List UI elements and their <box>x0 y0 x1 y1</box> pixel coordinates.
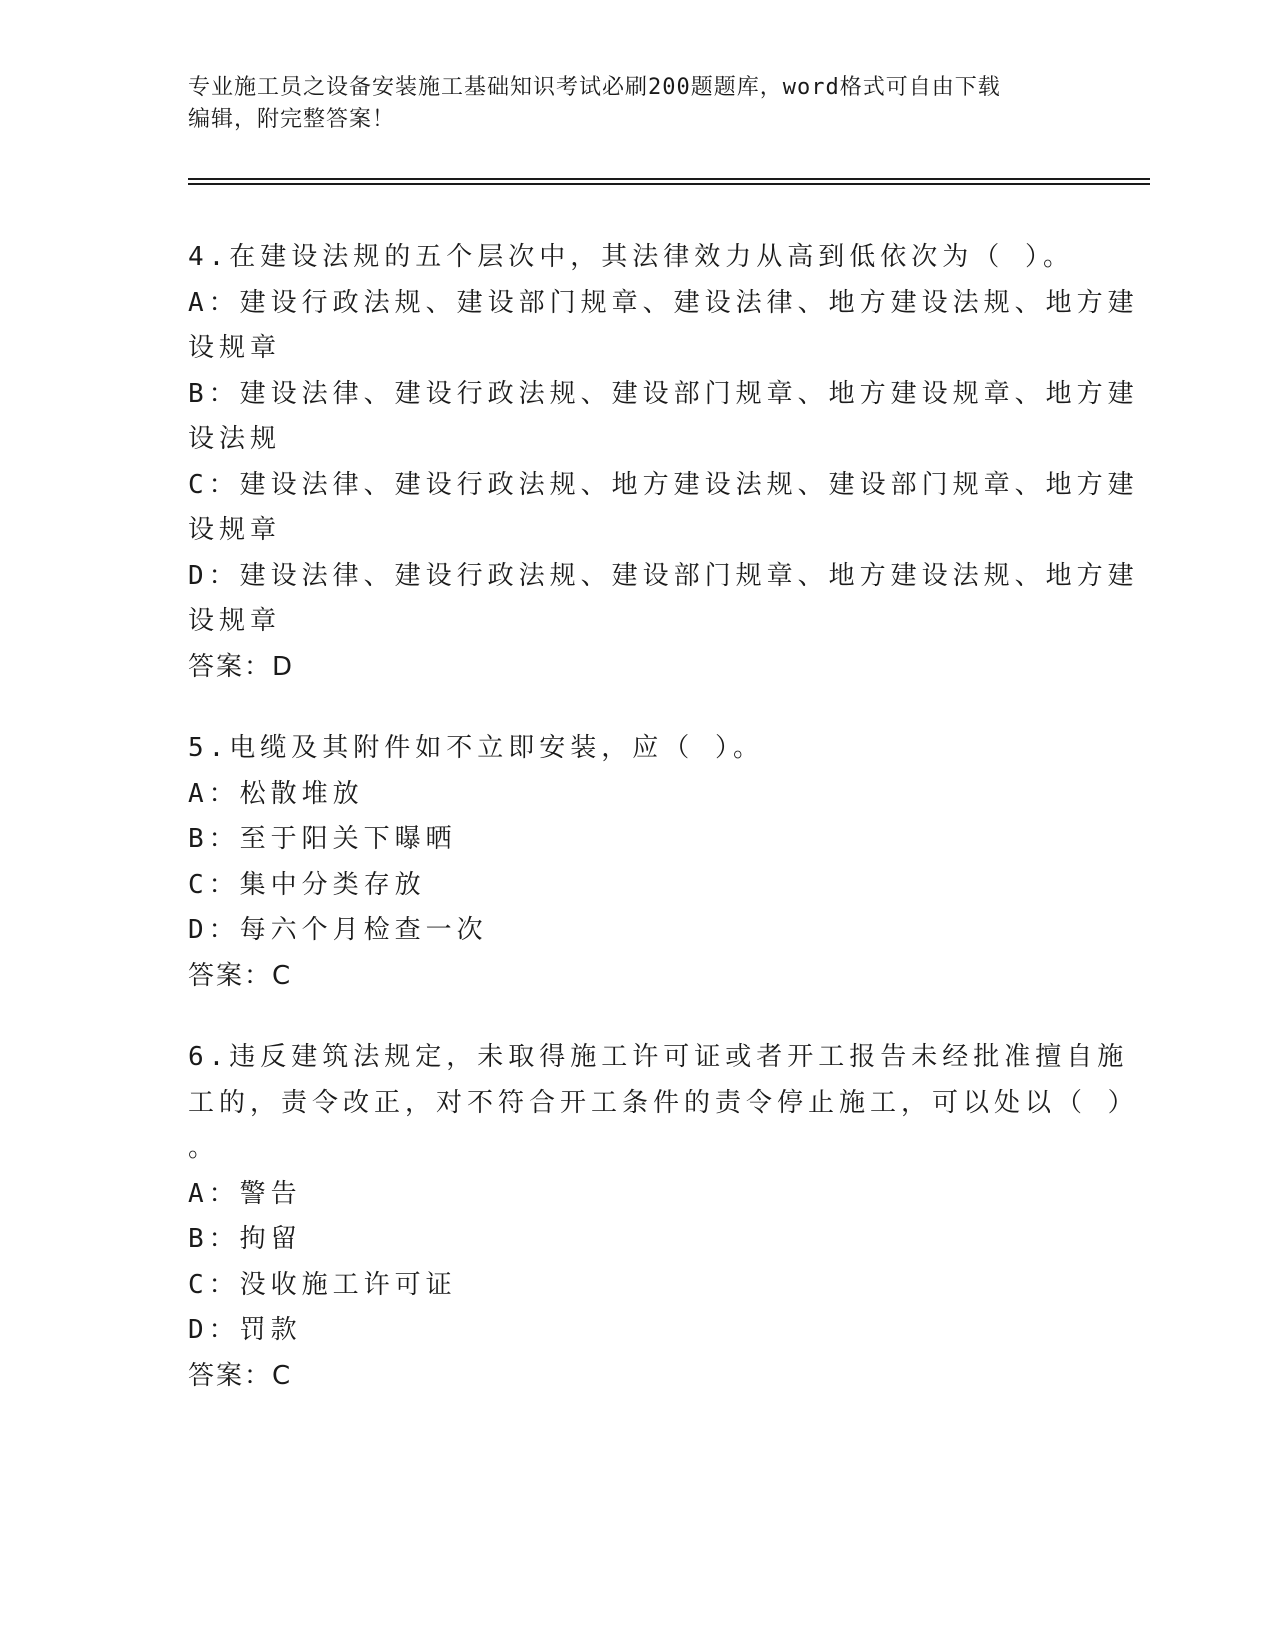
question-spacer <box>188 999 1068 1035</box>
option-c-cont: 设规章 <box>188 515 282 545</box>
header-title-line-2: 编辑，附完整答案！ <box>188 107 396 132</box>
question-stem: 6.违反建筑法规定，未取得施工许可证或者开工报告未经批准擅自施 <box>188 1042 1129 1072</box>
question-5 <box>188 726 1068 999</box>
question-stem-cont: 。 <box>188 1133 220 1163</box>
option-c: C：没收施工许可证 <box>188 1269 457 1300</box>
question-6 <box>188 1035 1139 1399</box>
question-list <box>188 235 1139 1399</box>
option-a-cont: 设规章 <box>188 333 282 363</box>
option-d-cont: 设规章 <box>188 606 282 636</box>
question-4 <box>188 235 1139 690</box>
option-d: D：建设法律、建设行政法规、建设部门规章、地方建设法规、地方建 <box>188 560 1139 591</box>
header-divider-bottom <box>188 183 1150 185</box>
option-c: C：集中分类存放 <box>188 869 426 900</box>
header-title-line-1: 专业施工员之设备安装施工基础知识考试必刷200题题库，word格式可自由下载 <box>188 75 1001 100</box>
question-stem: 4.在建设法规的五个层次中，其法律效力从高到低依次为（ ）。 <box>188 242 1074 272</box>
option-b: B：至于阳关下曝晒 <box>188 824 457 854</box>
option-b: B：建设法律、建设行政法规、建设部门规章、地方建设规章、地方建 <box>188 378 1139 409</box>
option-d: D：罚款 <box>188 1315 302 1345</box>
option-b: B：拘留 <box>188 1224 302 1254</box>
question-spacer <box>188 690 1068 726</box>
answer-line: 答案：C <box>188 960 293 991</box>
document-header <box>188 72 1068 136</box>
answer-line: 答案：D <box>188 651 295 682</box>
question-stem: 5.电缆及其附件如不立即安装，应（ ）。 <box>188 733 764 763</box>
option-b-cont: 设法规 <box>188 424 282 454</box>
option-a: A：警告 <box>188 1178 302 1209</box>
option-a: A：松散堆放 <box>188 778 364 809</box>
header-divider-top <box>188 178 1150 180</box>
question-stem-cont: 工的，责令改正，对不符合开工条件的责令停止施工，可以处以（ ） <box>188 1087 1139 1118</box>
option-a: A：建设行政法规、建设部门规章、建设法律、地方建设法规、地方建 <box>188 287 1139 318</box>
option-d: D：每六个月检查一次 <box>188 915 488 945</box>
answer-line: 答案：C <box>188 1360 293 1391</box>
option-c: C：建设法律、建设行政法规、地方建设法规、建设部门规章、地方建 <box>188 469 1139 500</box>
